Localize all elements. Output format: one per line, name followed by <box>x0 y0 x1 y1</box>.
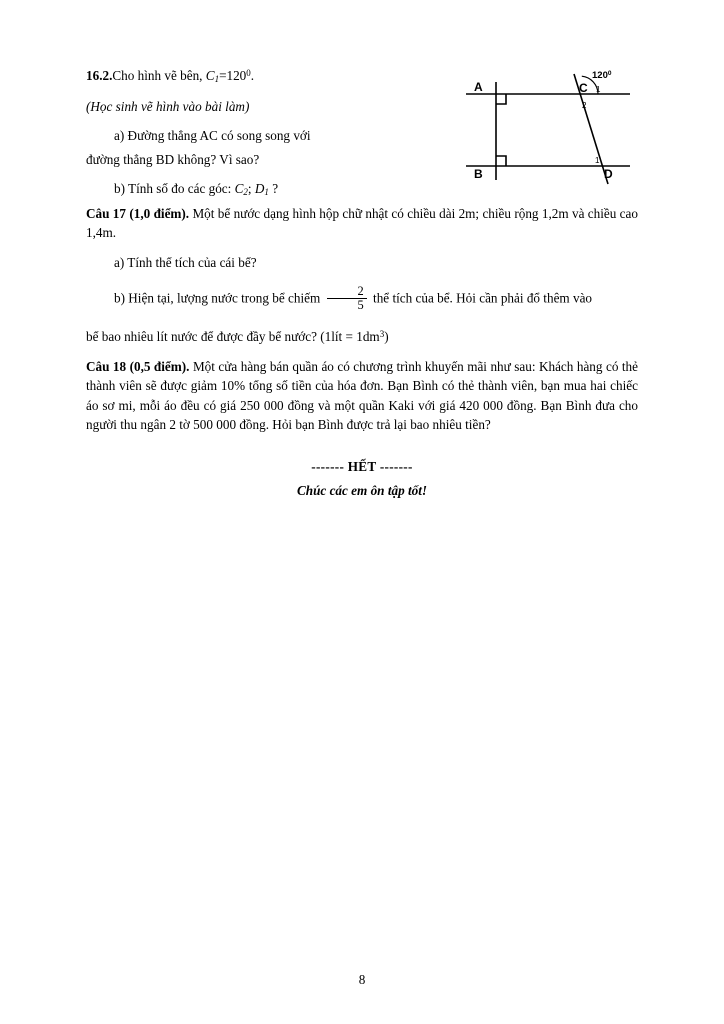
q17-part-b-cont <box>86 327 638 347</box>
q17-part-b-text-4: ) <box>384 329 389 345</box>
figure-angle-value: $120^0$ <box>592 70 612 81</box>
q17-part-b-sup: 3 <box>379 329 385 340</box>
q17-heading: Câu 17 (1,0 điểm). <box>86 205 190 221</box>
q18-body: Một cửa hàng bán quần áo có chương trình khuyến mãi như sau: Khách hàng có thẻ thành viên sẽ được giảm 10% tổng số tiền của hóa đơn. Bạn Bình có thẻ thành viên, bạn mua hai chiếc áo sơ mi, mỗi áo đều có giá 250 000 đồng và một quần Kaki với giá 420 000 đồng. Bạn Bình đưa cho người thu ngân 2 tờ 500 000 đồng. Hỏi bạn Bình được trả lại bao nhiêu tiền? <box>86 358 638 433</box>
q17-part-b-text-1: b) Hiện tại, lượng nước trong bể chiếm <box>114 290 324 306</box>
q16-2-given-value: =120 <box>219 68 247 83</box>
q16-2-label: 16.2. <box>86 68 113 83</box>
q17-part-b-text-2: thể tích của bể. Hỏi cần phải đổ thêm vào <box>369 290 593 306</box>
question-17-stem <box>86 204 638 243</box>
q17-body: Một bể nước dạng hình hộp chữ nhật có chiều dài 2m; chiều rộng 1,2m và chiều cao 1,4m. <box>86 205 638 241</box>
question-16-2-block <box>86 66 638 200</box>
spacer <box>86 317 638 327</box>
q17-part-b <box>86 286 638 313</box>
q16-2-given-var: C <box>205 68 215 83</box>
q16-2-part-b-var1: C <box>234 181 244 197</box>
page-content <box>86 66 638 505</box>
q17-part-a: a) Tính thể tích của cái bể? <box>114 254 257 270</box>
fraction-numerator: 2 <box>357 284 364 299</box>
q16-2-stem-after: . <box>250 68 255 83</box>
q16-2-part-a-line1: a) Đường thẳng AC có song song với <box>114 128 311 144</box>
q16-2-part-b-prefix: b) Tính số đo các góc: <box>114 181 235 197</box>
q17-part-b-text-3: bể bao nhiêu lít nước để được đầy bể nước? (1lít = 1dm <box>86 329 380 345</box>
fraction-two-fifths <box>327 285 367 312</box>
closing-wish: Chúc các em ôn tập tốt! <box>296 483 428 499</box>
page-number: 8 <box>358 972 366 987</box>
question-18-stem <box>86 357 638 435</box>
geometry-figure <box>448 62 648 188</box>
q16-2-stem <box>86 66 386 87</box>
q16-2-part-b-sep: ; <box>247 181 255 197</box>
figure-num-1-top: 1 <box>596 85 601 94</box>
q16-2-part-b-sub2: 1 <box>264 187 269 198</box>
q16-2-part-a-line2: đường thẳng BD không? Vì sao? <box>86 151 260 167</box>
q16-2-part-b <box>86 179 386 200</box>
figure-label-c: C <box>579 81 588 95</box>
end-marker: ------- HẾT ------- <box>311 458 413 474</box>
q18-heading: Câu 18 (0,5 điểm). <box>86 358 190 374</box>
figure-label-d: D <box>604 167 613 181</box>
figure-label-b: B <box>474 167 483 181</box>
q16-2-given-sup: 0 <box>246 67 251 78</box>
figure-label-a: A <box>474 80 483 94</box>
q16-2-note: (Học sinh vẽ hình vào bài làm) <box>86 98 250 114</box>
question-16-2-text <box>86 66 386 200</box>
q16-2-given-sub: 1 <box>214 74 220 85</box>
q16-2-stem-before: Cho hình vẽ bên, <box>112 68 206 83</box>
fraction-denominator: 5 <box>327 298 367 312</box>
q16-2-part-b-suffix: ? <box>268 181 279 197</box>
q16-2-part-b-sub1: 2 <box>243 187 248 198</box>
figure-num-1-bottom: 1 <box>595 156 600 165</box>
q16-2-part-b-var2: D <box>254 181 265 197</box>
figure-num-2-mid: 2 <box>582 101 587 110</box>
